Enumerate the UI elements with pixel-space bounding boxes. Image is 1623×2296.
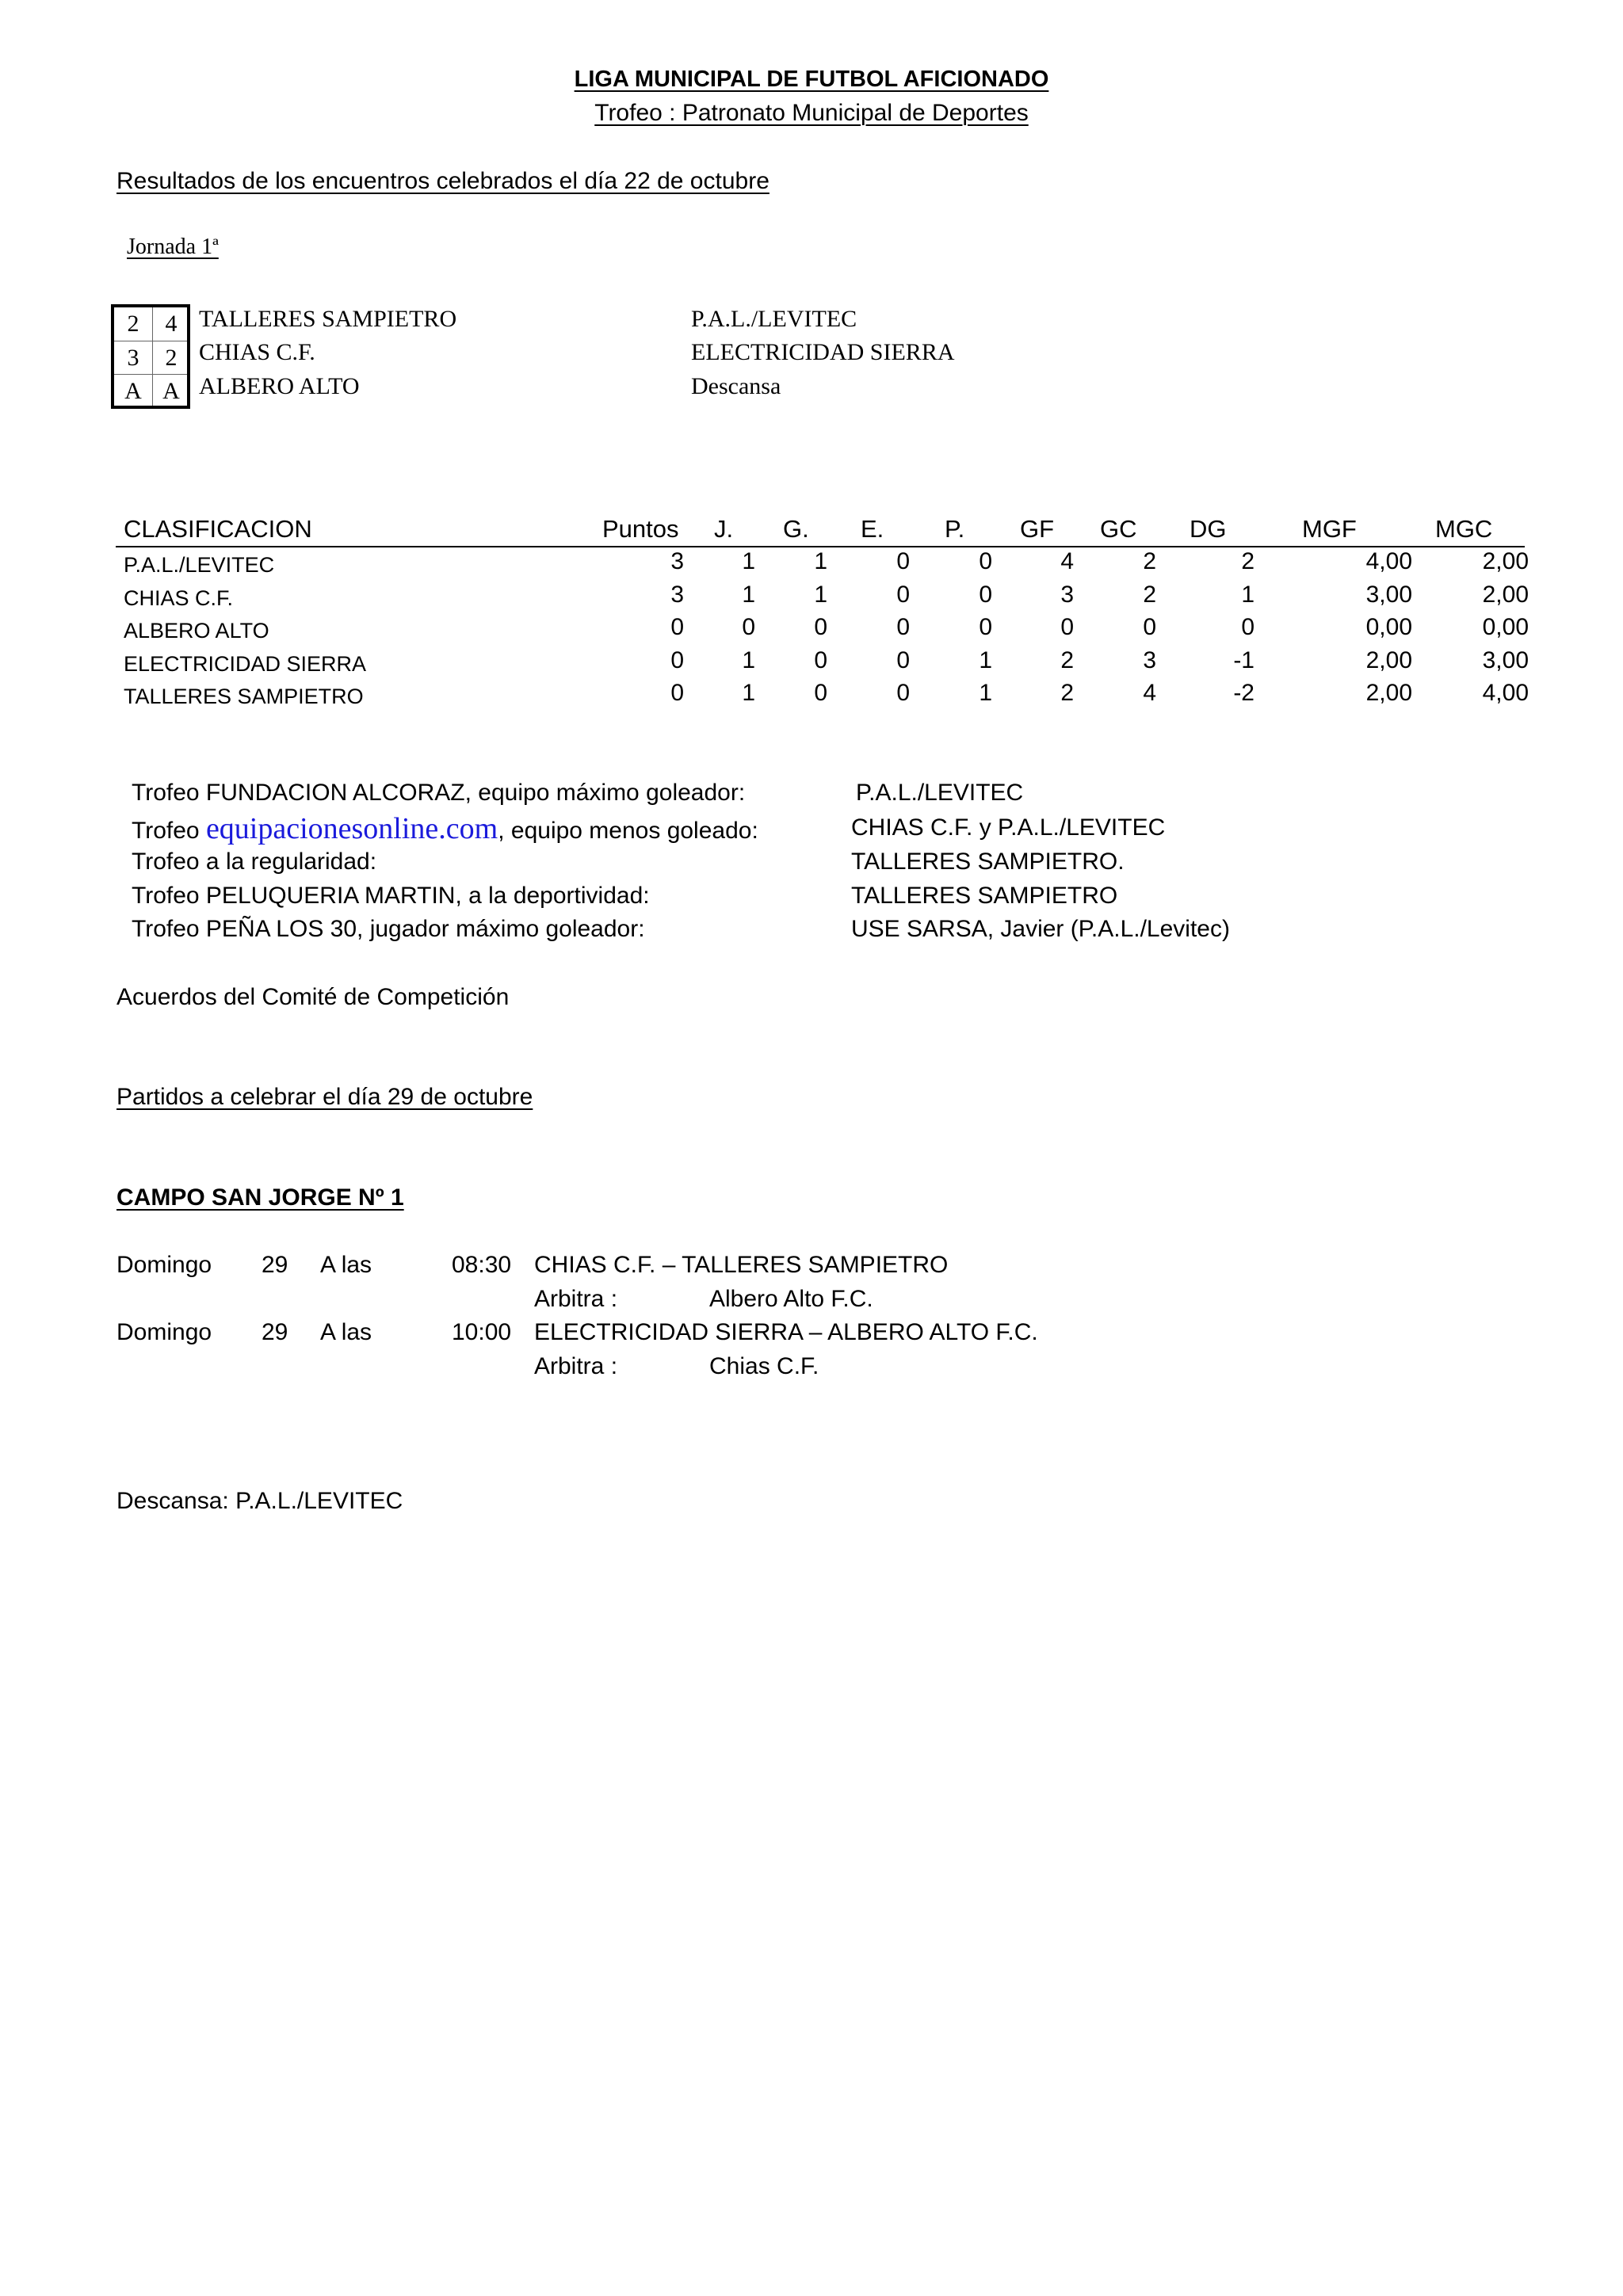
- cell-value: 2: [1060, 680, 1074, 706]
- document-subtitle: Trofeo : Patronato Municipal de Deportes: [594, 100, 1029, 126]
- schedule-time: 08:30: [452, 1252, 512, 1278]
- trophy-label-suffix: , equipo menos goleado:: [498, 818, 758, 844]
- cell-value: 2,00: [1365, 647, 1412, 673]
- cell-value: 1: [742, 680, 755, 706]
- cell-value: 1: [814, 548, 827, 574]
- cell-value: 1: [979, 647, 992, 673]
- cell-value: 2: [1143, 548, 1156, 574]
- cell-value: 2: [1241, 548, 1254, 574]
- team-name: ELECTRICIDAD SIERRA: [124, 652, 367, 676]
- cell-value: 2,00: [1365, 680, 1412, 706]
- schedule-day: Domingo: [116, 1252, 212, 1278]
- cell-value: 3: [670, 548, 684, 574]
- cell-value: 0: [979, 614, 992, 640]
- cell-value: 3,00: [1482, 647, 1529, 673]
- cell-value: 0,00: [1365, 614, 1412, 640]
- cell-value: 4: [1143, 680, 1156, 706]
- referee-label: Arbitra :: [534, 1353, 618, 1379]
- cell-value: 0: [896, 582, 910, 608]
- column-header: P.: [945, 515, 965, 543]
- cell-value: 3: [1143, 647, 1156, 673]
- table-row: [116, 582, 1529, 613]
- trophy-winner: USE SARSA, Javier (P.A.L./Levitec): [851, 916, 1230, 942]
- cell-value: 0: [1143, 614, 1156, 640]
- cell-value: 0: [1060, 614, 1074, 640]
- cell-value: 0,00: [1482, 614, 1529, 640]
- away-score: 4: [165, 311, 178, 337]
- column-header: GF: [1020, 515, 1055, 543]
- trophy-label-prefix: Trofeo: [132, 818, 206, 844]
- column-header: J.: [714, 515, 734, 543]
- rest-team: Descansa: P.A.L./LEVITEC: [116, 1488, 403, 1514]
- table-row: [116, 680, 1529, 711]
- jornada-label: Jornada 1ª: [127, 235, 219, 259]
- table-row: [116, 614, 1529, 646]
- cell-value: 0: [896, 548, 910, 574]
- schedule-date: 29: [262, 1252, 288, 1278]
- standings-title: CLASIFICACION: [124, 515, 312, 543]
- column-header: DG: [1190, 515, 1227, 543]
- results-heading: Resultados de los encuentros celebrados el día 22 de octubre: [116, 168, 769, 194]
- cell-value: 0: [1241, 614, 1254, 640]
- table-rule: [116, 546, 1525, 547]
- trophy-label: [132, 811, 758, 846]
- trophy-label: Trofeo PELUQUERIA MARTIN, a la deportividad:: [132, 883, 650, 909]
- schedule-day: Domingo: [116, 1319, 212, 1345]
- team-name: P.A.L./LEVITEC: [124, 553, 275, 577]
- schedule-at: A las: [320, 1319, 372, 1345]
- cell-value: 2,00: [1482, 582, 1529, 608]
- trophy-winner: P.A.L./LEVITEC: [856, 780, 1024, 806]
- trophy-winner: CHIAS C.F. y P.A.L./LEVITEC: [851, 814, 1166, 841]
- cell-value: 1: [742, 647, 755, 673]
- referee-label: Arbitra :: [534, 1286, 618, 1312]
- cell-value: 0: [814, 680, 827, 706]
- cell-value: 0: [814, 647, 827, 673]
- cell-value: 0: [979, 582, 992, 608]
- home-score: 3: [127, 345, 139, 371]
- cell-value: -2: [1233, 680, 1254, 706]
- match-home-team: ALBERO ALTO: [199, 373, 360, 399]
- cell-value: 2: [1060, 647, 1074, 673]
- sponsor-link[interactable]: equipacionesonline.com: [205, 812, 498, 845]
- team-name: ALBERO ALTO: [124, 619, 269, 643]
- away-score: 2: [165, 345, 178, 371]
- column-header: G.: [783, 515, 809, 543]
- match-home-team: TALLERES SAMPIETRO: [199, 306, 457, 332]
- team-name: CHIAS C.F.: [124, 586, 234, 610]
- cell-value: 0: [896, 647, 910, 673]
- cell-value: 0: [670, 680, 684, 706]
- cell-value: 1: [742, 582, 755, 608]
- cell-value: 0: [814, 614, 827, 640]
- column-header: MGC: [1435, 515, 1493, 543]
- match-away-team: ELECTRICIDAD SIERRA: [691, 339, 955, 365]
- trophy-winner: TALLERES SAMPIETRO.: [851, 849, 1125, 875]
- cell-value: 3: [1060, 582, 1074, 608]
- cell-value: 0: [742, 614, 755, 640]
- schedule-time: 10:00: [452, 1319, 512, 1345]
- referee-name: Chias C.F.: [709, 1353, 819, 1379]
- match-away-team: Descansa: [691, 373, 781, 399]
- home-score: A: [124, 378, 142, 404]
- column-header: MGF: [1302, 515, 1357, 543]
- team-name: TALLERES SAMPIETRO: [124, 685, 364, 708]
- committee-heading: Acuerdos del Comité de Competición: [116, 984, 510, 1010]
- cell-value: 2: [1143, 582, 1156, 608]
- cell-value: 1: [979, 680, 992, 706]
- cell-value: 0: [670, 614, 684, 640]
- away-score: A: [162, 378, 180, 404]
- cell-value: -1: [1233, 647, 1254, 673]
- cell-value: 1: [1241, 582, 1254, 608]
- standings-header: [116, 515, 1520, 545]
- cell-value: 0: [896, 614, 910, 640]
- column-header: GC: [1100, 515, 1137, 543]
- cell-value: 1: [814, 582, 827, 608]
- match-away-team: P.A.L./LEVITEC: [691, 306, 857, 332]
- score-grid: [111, 304, 190, 409]
- referee-name: Albero Alto F.C.: [709, 1286, 873, 1312]
- match-home-team: CHIAS C.F.: [199, 339, 315, 365]
- trophy-label: Trofeo FUNDACION ALCORAZ, equipo máximo goleador:: [132, 780, 746, 806]
- column-header: E.: [861, 515, 884, 543]
- cell-value: 4: [1060, 548, 1074, 574]
- next-matches-heading: Partidos a celebrar el día 29 de octubre: [116, 1084, 533, 1110]
- schedule-match: CHIAS C.F. – TALLERES SAMPIETRO: [534, 1252, 949, 1278]
- schedule-at: A las: [320, 1252, 372, 1278]
- cell-value: 0: [979, 548, 992, 574]
- cell-value: 3,00: [1365, 582, 1412, 608]
- cell-value: 2,00: [1482, 548, 1529, 574]
- cell-value: 0: [670, 647, 684, 673]
- trophy-winner: TALLERES SAMPIETRO: [851, 883, 1118, 909]
- cell-value: 0: [896, 680, 910, 706]
- column-header: Puntos: [602, 515, 679, 543]
- table-row: [116, 647, 1529, 679]
- cell-value: 1: [742, 548, 755, 574]
- schedule-date: 29: [262, 1319, 288, 1345]
- table-row: [116, 548, 1529, 580]
- home-score: 2: [127, 311, 139, 337]
- schedule-match: ELECTRICIDAD SIERRA – ALBERO ALTO F.C.: [534, 1319, 1038, 1345]
- trophy-label: Trofeo a la regularidad:: [132, 849, 377, 875]
- trophy-label: Trofeo PEÑA LOS 30, jugador máximo goleador:: [132, 916, 645, 942]
- cell-value: 4,00: [1482, 680, 1529, 706]
- cell-value: 4,00: [1365, 548, 1412, 574]
- venue-heading: CAMPO SAN JORGE Nº 1: [116, 1184, 404, 1211]
- document-title: LIGA MUNICIPAL DE FUTBOL AFICIONADO: [574, 67, 1049, 92]
- cell-value: 3: [670, 582, 684, 608]
